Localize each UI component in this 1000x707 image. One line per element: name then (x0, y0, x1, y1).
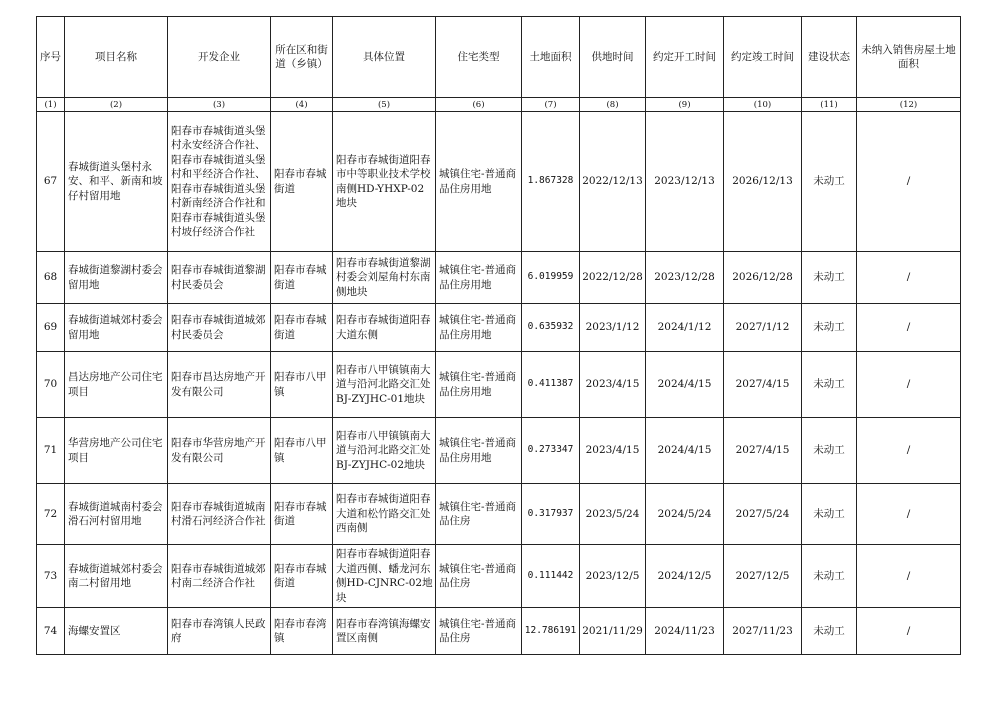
land-table-sheet (36, 16, 961, 655)
col-index: (2) (65, 98, 168, 112)
col-index: (6) (436, 98, 522, 112)
col-index: (9) (646, 98, 724, 112)
cell-no: 74 (37, 608, 65, 655)
cell-status: 未动工 (802, 304, 857, 352)
cell-finish-date: 2026/12/28 (724, 252, 802, 304)
cell-district: 阳春市春城街道 (271, 304, 333, 352)
cell-developer: 阳春市春湾镇人民政府 (168, 608, 271, 655)
col-header-no: 序号 (37, 17, 65, 98)
cell-start-date: 2024/12/5 (646, 545, 724, 608)
cell-developer: 阳春市春城街道城郊村民委员会 (168, 304, 271, 352)
cell-housing-type: 城镇住宅-普通商品住房用地 (436, 252, 522, 304)
col-header-type: 住宅类型 (436, 17, 522, 98)
cell-supply-date: 2023/5/24 (580, 484, 646, 545)
cell-developer: 阳春市春城街道城郊村南二经济合作社 (168, 545, 271, 608)
cell-location: 阳春市八甲镇镇南大道与沿河北路交汇处BJ-ZYJHC-01地块 (333, 352, 436, 418)
cell-start-date: 2023/12/13 (646, 112, 724, 252)
table-row (37, 484, 961, 545)
cell-no: 68 (37, 252, 65, 304)
cell-unsold-area: / (857, 608, 961, 655)
cell-start-date: 2024/4/15 (646, 352, 724, 418)
col-index: (7) (522, 98, 580, 112)
cell-supply-date: 2023/1/12 (580, 304, 646, 352)
cell-location: 阳春市春城街道黎湖村委会刘屋角村东南侧地块 (333, 252, 436, 304)
cell-unsold-area: / (857, 252, 961, 304)
cell-project-name: 春城街道城郊村委会南二村留用地 (65, 545, 168, 608)
cell-land-area: 0.111442 (522, 545, 580, 608)
cell-project-name: 春城街道城南村委会滑石河村留用地 (65, 484, 168, 545)
cell-land-area: 0.317937 (522, 484, 580, 545)
cell-developer: 阳春市春城街道头堡村永安经济合作社、阳春市春城街道头堡村和平经济合作社、阳春市春城街道头堡村新南经济合作社和阳春市春城街道头堡村坡仔经济合作社 (168, 112, 271, 252)
cell-start-date: 2023/12/28 (646, 252, 724, 304)
col-index: (12) (857, 98, 961, 112)
cell-status: 未动工 (802, 418, 857, 484)
cell-housing-type: 城镇住宅-普通商品住房用地 (436, 418, 522, 484)
cell-developer: 阳春市春城街道城南村滑石河经济合作社 (168, 484, 271, 545)
cell-supply-date: 2021/11/29 (580, 608, 646, 655)
cell-district: 阳春市春城街道 (271, 484, 333, 545)
cell-supply-date: 2023/12/5 (580, 545, 646, 608)
cell-project-name: 春城街道头堡村永安、和平、新南和坡仔村留用地 (65, 112, 168, 252)
cell-location: 阳春市八甲镇镇南大道与沿河北路交汇处BJ-ZYJHC-02地块 (333, 418, 436, 484)
cell-start-date: 2024/11/23 (646, 608, 724, 655)
cell-location: 阳春市春湾镇海螺安置区南侧 (333, 608, 436, 655)
cell-district: 阳春市春城街道 (271, 545, 333, 608)
cell-finish-date: 2027/11/23 (724, 608, 802, 655)
cell-housing-type: 城镇住宅-普通商品住房用地 (436, 112, 522, 252)
cell-location: 阳春市春城街道阳春大道东侧 (333, 304, 436, 352)
table-row (37, 608, 961, 655)
cell-housing-type: 城镇住宅-普通商品住房 (436, 545, 522, 608)
land-supply-table (36, 16, 961, 655)
cell-supply-date: 2023/4/15 (580, 418, 646, 484)
col-header-unsold: 未纳入销售房屋土地面积 (857, 17, 961, 98)
col-index: (4) (271, 98, 333, 112)
cell-finish-date: 2027/5/24 (724, 484, 802, 545)
cell-supply-date: 2022/12/28 (580, 252, 646, 304)
cell-housing-type: 城镇住宅-普通商品住房用地 (436, 352, 522, 418)
cell-status: 未动工 (802, 545, 857, 608)
cell-land-area: 0.411387 (522, 352, 580, 418)
col-header-developer: 开发企业 (168, 17, 271, 98)
cell-project-name: 春城街道黎湖村委会留用地 (65, 252, 168, 304)
cell-housing-type: 城镇住宅-普通商品住房用地 (436, 304, 522, 352)
cell-finish-date: 2027/1/12 (724, 304, 802, 352)
col-header-location: 具体位置 (333, 17, 436, 98)
table-row (37, 304, 961, 352)
col-index: (10) (724, 98, 802, 112)
cell-status: 未动工 (802, 112, 857, 252)
cell-unsold-area: / (857, 112, 961, 252)
cell-land-area: 1.867328 (522, 112, 580, 252)
cell-land-area: 6.019959 (522, 252, 580, 304)
cell-no: 67 (37, 112, 65, 252)
table-row (37, 352, 961, 418)
cell-district: 阳春市八甲镇 (271, 418, 333, 484)
cell-location: 阳春市春城街道阳春大道西侧、蟠龙河东侧HD-CJNRC-02地块 (333, 545, 436, 608)
cell-start-date: 2024/1/12 (646, 304, 724, 352)
col-index: (5) (333, 98, 436, 112)
cell-district: 阳春市春湾镇 (271, 608, 333, 655)
cell-finish-date: 2027/4/15 (724, 418, 802, 484)
table-row (37, 545, 961, 608)
cell-housing-type: 城镇住宅-普通商品住房 (436, 608, 522, 655)
cell-start-date: 2024/5/24 (646, 484, 724, 545)
cell-land-area: 0.635932 (522, 304, 580, 352)
col-index: (3) (168, 98, 271, 112)
cell-unsold-area: / (857, 352, 961, 418)
cell-no: 71 (37, 418, 65, 484)
cell-status: 未动工 (802, 352, 857, 418)
cell-status: 未动工 (802, 252, 857, 304)
header-row (37, 17, 961, 98)
col-header-finish: 约定竣工时间 (724, 17, 802, 98)
cell-unsold-area: / (857, 484, 961, 545)
cell-location: 阳春市春城街道阳春大道和松竹路交汇处西南侧 (333, 484, 436, 545)
col-header-name: 项目名称 (65, 17, 168, 98)
cell-finish-date: 2026/12/13 (724, 112, 802, 252)
cell-location: 阳春市春城街道阳春市中等职业技术学校南侧HD-YHXP-02地块 (333, 112, 436, 252)
cell-no: 73 (37, 545, 65, 608)
cell-no: 72 (37, 484, 65, 545)
cell-housing-type: 城镇住宅-普通商品住房 (436, 484, 522, 545)
col-header-district: 所在区和街道（乡镇） (271, 17, 333, 98)
cell-project-name: 昌达房地产公司住宅项目 (65, 352, 168, 418)
col-index: (1) (37, 98, 65, 112)
cell-district: 阳春市八甲镇 (271, 352, 333, 418)
cell-start-date: 2024/4/15 (646, 418, 724, 484)
cell-supply-date: 2023/4/15 (580, 352, 646, 418)
col-header-supply: 供地时间 (580, 17, 646, 98)
column-index-row (37, 98, 961, 112)
cell-status: 未动工 (802, 608, 857, 655)
cell-unsold-area: / (857, 418, 961, 484)
cell-district: 阳春市春城街道 (271, 252, 333, 304)
cell-finish-date: 2027/12/5 (724, 545, 802, 608)
cell-developer: 阳春市华营房地产开发有限公司 (168, 418, 271, 484)
col-index: (11) (802, 98, 857, 112)
cell-supply-date: 2022/12/13 (580, 112, 646, 252)
table-row (37, 252, 961, 304)
cell-land-area: 0.273347 (522, 418, 580, 484)
table-row (37, 418, 961, 484)
cell-unsold-area: / (857, 545, 961, 608)
cell-project-name: 华营房地产公司住宅项目 (65, 418, 168, 484)
cell-project-name: 春城街道城郊村委会留用地 (65, 304, 168, 352)
cell-land-area: 12.786191 (522, 608, 580, 655)
col-header-start: 约定开工时间 (646, 17, 724, 98)
cell-finish-date: 2027/4/15 (724, 352, 802, 418)
cell-developer: 阳春市春城街道黎湖村民委员会 (168, 252, 271, 304)
cell-status: 未动工 (802, 484, 857, 545)
col-header-area: 土地面积 (522, 17, 580, 98)
col-index: (8) (580, 98, 646, 112)
cell-no: 70 (37, 352, 65, 418)
table-row (37, 112, 961, 252)
cell-district: 阳春市春城街道 (271, 112, 333, 252)
cell-developer: 阳春市昌达房地产开发有限公司 (168, 352, 271, 418)
cell-unsold-area: / (857, 304, 961, 352)
col-header-status: 建设状态 (802, 17, 857, 98)
cell-project-name: 海螺安置区 (65, 608, 168, 655)
cell-no: 69 (37, 304, 65, 352)
